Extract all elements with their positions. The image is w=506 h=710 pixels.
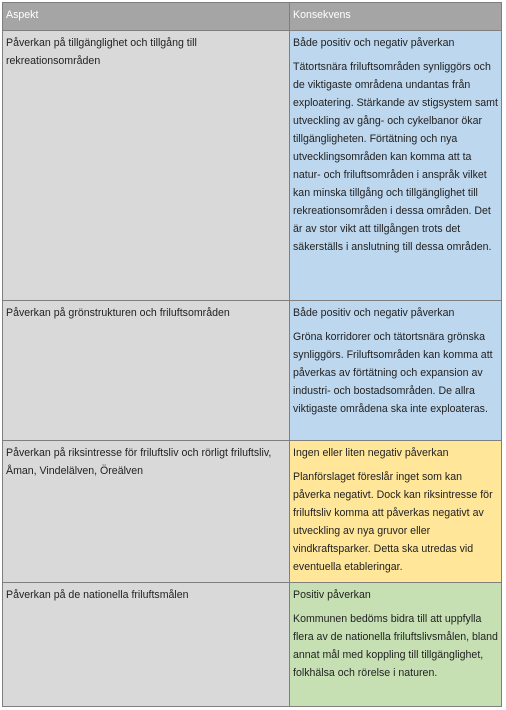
table-row bbox=[3, 301, 502, 441]
consequence-cell bbox=[290, 301, 502, 441]
verdict-text: Både positiv och negativ påverkan bbox=[293, 37, 455, 49]
description-text: Tätortsnära friluftsområden synliggörs och de viktigaste områdena undantas från exploatering. Stärkande av stigsystem samt utveckling av gång- och cykelbanor ökar tillgängligheten. Förtätning och nya utvecklingsområden kan komma att ta natur- och friluftsområden i anspråk vilket kan minska tillgång och tillgänglighet till rekreationsområden i dessa områden. Det är av stor vikt att tillgången trots det säkerställs i anslutning till dessa områden. bbox=[293, 61, 498, 253]
verdict-text: Positiv påverkan bbox=[293, 589, 371, 601]
table-row bbox=[3, 31, 502, 301]
description-text: Kommunen bedöms bidra till att uppfylla flera av de nationella friluftslivsmålen, bland annat mål med koppling till tillgänglighet, folkhälsa och rörelse i naturen. bbox=[293, 613, 498, 679]
header-consequence: Konsekvens bbox=[290, 3, 502, 31]
aspect-cell: Påverkan på tillgänglighet och tillgång till rekreationsområden bbox=[3, 31, 290, 301]
consequence-cell bbox=[290, 31, 502, 301]
table-row bbox=[3, 583, 502, 707]
assessment-table bbox=[2, 2, 502, 707]
description-text: Planförslaget föreslår inget som kan påverka negativt. Dock kan riksintresse för friluftsliv komma att påverkas negativt av utveckling av nya gruvor eller vindkraftsparker. Detta ska utredas vid eventuella etableringar. bbox=[293, 471, 493, 573]
table-header-row bbox=[3, 3, 502, 31]
header-aspect: Aspekt bbox=[3, 3, 290, 31]
aspect-cell: Påverkan på grönstrukturen och friluftsområden bbox=[3, 301, 290, 441]
verdict-text: Ingen eller liten negativ påverkan bbox=[293, 447, 449, 459]
consequence-cell bbox=[290, 441, 502, 583]
description-text: Gröna korridorer och tätortsnära grönska synliggörs. Friluftsområden kan komma att påverkas av förtätning och expansion av industri- och bostadsområden. De allra viktigaste områdena ska inte exploateras. bbox=[293, 331, 493, 415]
verdict-text: Både positiv och negativ påverkan bbox=[293, 307, 455, 319]
aspect-cell: Påverkan på de nationella friluftsmålen bbox=[3, 583, 290, 707]
consequence-cell bbox=[290, 583, 502, 707]
aspect-cell: Påverkan på riksintresse för friluftsliv och rörligt friluftsliv, Åman, Vindelälven, Öreälven bbox=[3, 441, 290, 583]
assessment-table-container bbox=[2, 2, 501, 707]
table-row bbox=[3, 441, 502, 583]
